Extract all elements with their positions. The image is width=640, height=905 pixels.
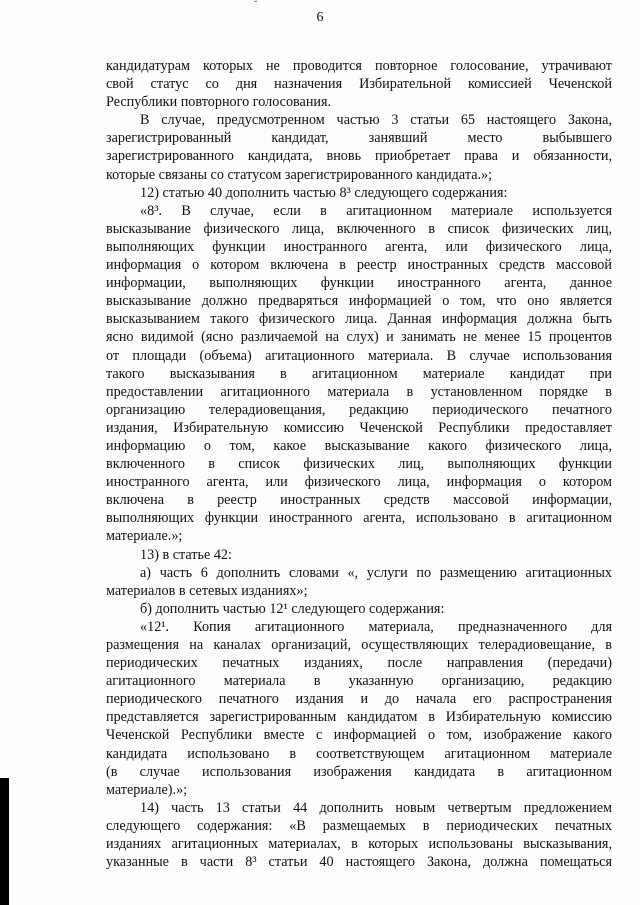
text-line: (в случае использования изображения кандидата в агитационном xyxy=(106,763,612,780)
text-line: указанные в части 8³ статьи 40 настоящего Закона, должна помещаться xyxy=(106,854,612,871)
text-line: материалов в сетевых изданиях»; xyxy=(106,582,308,599)
text-line: зарегистрированного кандидата, вновь приобретает права и обязанности, xyxy=(106,148,612,165)
text-line: зарегистрированный кандидат, занявший место выбывшего xyxy=(106,130,612,147)
text-line: периодических печатных изданиях, после направления (передачи) xyxy=(106,655,612,672)
text-line: свой статус со дня назначения Избирательной комиссией Чеченской xyxy=(106,76,612,93)
text-line: 13) в статье 42: xyxy=(140,546,232,563)
text-line: а) часть 6 дополнить словами «, услуги по размещению агитационных xyxy=(140,564,612,581)
text-line: от площади (объема) агитационного материала. В случае использования xyxy=(106,347,612,364)
text-line: которые связаны со статусом зарегистрированного кандидата.»; xyxy=(106,166,493,183)
text-line: 14) часть 13 статьи 44 дополнить новым четвертым предложением xyxy=(140,799,612,816)
text-line: периодического печатного издания и до начала его распространения xyxy=(106,691,612,708)
page-number: 6 xyxy=(316,10,324,25)
text-line: информация о котором включена в реестр иностранных средств массовой xyxy=(106,257,612,274)
text-line: агитационного материала в указанную организацию, редакцию xyxy=(106,673,612,690)
text-line: высказывание физического лица, включенного в список физических лиц, xyxy=(106,220,612,237)
text-line: материале.»; xyxy=(106,528,183,545)
text-line: информацию о том, какое высказывание какого физического лица, xyxy=(106,437,612,454)
text-line: организацию телерадиовещания, редакцию периодического печатного xyxy=(106,401,612,418)
scan-artifact: ˇ xyxy=(254,0,258,11)
document-body xyxy=(106,57,612,871)
text-line: включена в реестр иностранных средств массовой информации, xyxy=(106,492,612,509)
text-line: высказывание должно предваряться информацией о том, что оно является xyxy=(106,293,612,310)
text-line: такого высказывания в агитационном материале кандидат при xyxy=(106,365,612,382)
text-line: В случае, предусмотренном частью 3 статьи 65 настоящего Закона, xyxy=(140,112,612,129)
text-line: изданиях агитационных материалах, в которых использованы высказывания, xyxy=(106,836,612,853)
text-line: включенного в список физических лиц, выполняющих функции xyxy=(106,456,612,473)
text-line: иностранного агента, или физического лица, информация о котором xyxy=(106,474,612,491)
text-line: 12) статью 40 дополнить частью 8³ следующего содержания: xyxy=(140,184,508,201)
text-line: следующего содержания: «В размещаемых в периодических печатных xyxy=(106,817,612,834)
text-line: «12¹. Копия агитационного материала, предназначенного для xyxy=(140,618,612,635)
text-line: выполняющих функции иностранного агента, или физического лица, xyxy=(106,238,612,255)
text-line: «8³. В случае, если в агитационном материале используется xyxy=(140,202,612,219)
text-line: Республики повторного голосования. xyxy=(106,94,332,111)
text-line: б) дополнить частью 12¹ следующего содержания: xyxy=(140,600,445,617)
text-line: размещения на каналах организаций, осуществляющих телерадиовещание, в xyxy=(106,637,612,653)
text-line: Чеченской Республики вместе с информацией о том, изображение какого xyxy=(106,727,612,744)
text-line: кандидата использовано в соответствующем агитационном материале xyxy=(106,745,612,762)
text-line: кандидатурам которых не проводится повторное голосование, утрачивают xyxy=(106,58,612,74)
text-line: высказыванием такого физического лица. Данная информация должна быть xyxy=(106,311,612,328)
text-line: выполняющих функции иностранного агента, использовано в агитационном xyxy=(106,510,612,527)
text-line: предоставлении агитационного материала в установленном порядке в xyxy=(106,383,612,400)
text-line: информации, выполняющих функции иностранного агента, данное xyxy=(106,275,612,292)
scan-edge-bar xyxy=(0,778,9,905)
text-line: издания, Избирательную комиссию Чеченской Республики предоставляет xyxy=(106,419,612,436)
text-line: ясно видимой (ясно различаемой на слух) и занимать не менее 15 процентов xyxy=(106,329,612,346)
text-line: представляется зарегистрированным кандидатом в Избирательную комиссию xyxy=(106,709,612,726)
text-line: материале).»; xyxy=(106,781,188,798)
